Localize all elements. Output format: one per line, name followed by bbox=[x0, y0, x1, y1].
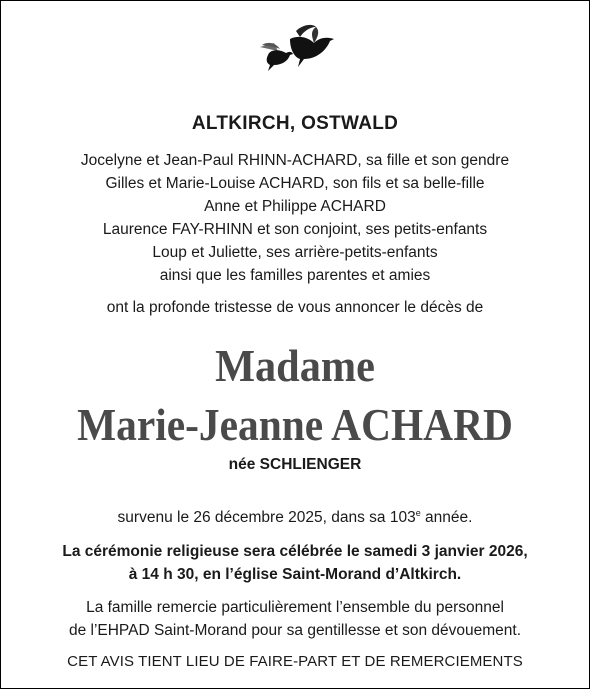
location-heading: ALTKIRCH, OSTWALD bbox=[191, 113, 399, 134]
family-line: Laurence FAY-RHINN et son conjoint, ses petits-enfants bbox=[102, 221, 488, 238]
ordinal-superscript: e bbox=[415, 508, 421, 518]
death-suffix: année. bbox=[420, 509, 473, 527]
deceased-name: Marie-Jeanne ACHARD bbox=[77, 399, 513, 450]
ceremony-line: La cérémonie religieuse sera célébrée le samedi 3 janvier 2026, bbox=[62, 543, 528, 560]
thanks-text bbox=[1, 596, 589, 642]
family-line: ainsi que les familles parentes et amies bbox=[159, 267, 431, 284]
family-line: Gilles et Marie-Louise ACHARD, son fils et sa belle-fille bbox=[105, 175, 485, 192]
death-prefix: survenu le 26 décembre 2025, dans sa 103 bbox=[117, 509, 416, 527]
thanks-line: La famille remercie particulièrement l’ensemble du personnel bbox=[86, 599, 504, 616]
death-date-text bbox=[1, 508, 589, 527]
deceased-title: Madame bbox=[215, 340, 375, 391]
family-line: Jocelyne et Jean-Paul RHINN-ACHARD, sa fille et son gendre bbox=[80, 152, 510, 169]
thanks-line: de l’EHPAD Saint-Morand pour sa gentillesse et son dévouement. bbox=[68, 622, 522, 639]
ceremony-line: à 14 h 30, en l’église Saint-Morand d’Altkirch. bbox=[128, 566, 462, 583]
footer-notice: CET AVIS TIENT LIEU DE FAIRE-PART ET DE REMERCIEMENTS bbox=[67, 653, 523, 670]
doves-icon bbox=[254, 21, 338, 81]
family-line: Loup et Juliette, ses arrière-petits-enfants bbox=[152, 244, 438, 261]
family-list bbox=[1, 149, 589, 287]
ceremony-info bbox=[1, 540, 589, 586]
birth-name: née SCHLIENGER bbox=[228, 456, 362, 473]
family-line: Anne et Philippe ACHARD bbox=[204, 198, 386, 215]
announcement-text: ont la profonde tristesse de vous annoncer le décès de bbox=[106, 299, 484, 316]
